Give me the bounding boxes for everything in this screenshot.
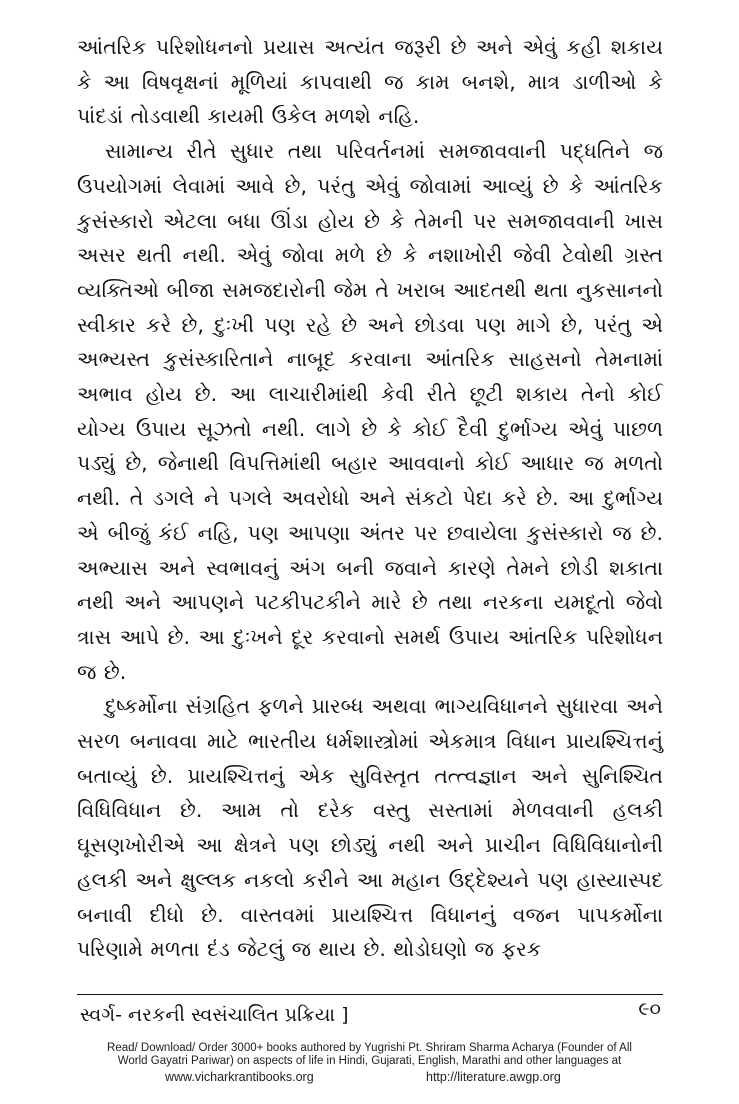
running-title: સ્વર્ગ- નરકની સ્વસંચાલિત પ્રક્રિયા ] xyxy=(80,1004,349,1026)
credit-line-1: Read/ Download/ Order 3000+ books authored by Yugrishi Pt. Shriram Sharma Acharya (Founder of All xyxy=(107,1042,632,1054)
literature-link[interactable]: http://literature.awgp.org xyxy=(426,1070,561,1084)
publisher-credit xyxy=(60,1042,679,1068)
footer-divider xyxy=(77,994,663,995)
credit-line-2: World Gayatri Pariwar) on aspects of life in Hindi, Gujarati, English, Marathi and other languages at xyxy=(117,1055,622,1067)
page-body xyxy=(77,30,663,967)
paragraph-1: આંતરિક પરિશોધનનો પ્રયાસ અત્યંત જરૂરી છે અને એવું કહી શકાય કે આ વિષવૃક્ષનાં મૂળિયાં કાપવાથી જ કામ બનશે, માત્ર ડાળીઓ કે પાંદડાં તોડવાથી કાયમી ઉકેલ મળશે નહિ. xyxy=(77,35,663,129)
page-number: ૯૦ xyxy=(638,998,661,1020)
vicharkranti-link[interactable]: www.vicharkrantibooks.org xyxy=(165,1070,314,1084)
paragraph-2: સામાન્ય રીતે સુધાર તથા પરિવર્તનમાં સમજાવવાની પદ્ધતિને જ ઉપયોગમાં લેવામાં આવે છે, પરંતુ એવું જોવામાં આવ્યું છે કે આંતરિક કુસંસ્કારો એટલા બધા ઊંડા હોય છે કે તેમની પર સમજાવવાની ખાસ અસર થતી નથી. એવું જોવા મળે છે કે નશાખોરી જેવી ટેવોથી ગ્રસ્ત વ્યક્તિઓ બીજા સમજદારોની જેમ તે ખરાબ આદતથી થતા નુકસાનનો સ્વીકાર કરે છે, દુઃખી પણ રહે છે અને છોડવા પણ માગે છે, પરંતુ એ અભ્યસ્ત કુસંસ્કારિતાને નાબૂદ કરવાના આંતરિક સાહસનો તેમનામાં અભાવ હોય છે. આ લાચારીમાંથી કેવી રીતે છૂટી શકાય તેનો કોઈ યોગ્ય ઉપાય સૂઝતો નથી. લાગે છે કે કોઈ દૈવી દુર્ભાગ્ય એવું પાછળ પડ્યું છે, જેનાથી વિપત્તિમાંથી બહાર આવવાનો કોઈ આધાર જ મળતો નથી. તે ડગલે ને પગલે અવરોધો અને સંકટો પેદા કરે છે. આ દુર્ભાગ્ય એ બીજું કંઈ નહિ, પણ આપણા અંતર પર છવાયેલા કુસંસ્કારો જ છે. અભ્યાસ અને સ્વભાવનું અંગ બની જવાને કારણે તેમને છોડી શકાતા નથી અને આપણને પટકીપટકીને મારે છે તથા નરકના યમદૂતો જેવો ત્રાસ આપે છે. આ દુઃખને દૂર કરવાનો સમર્થ ઉપાય આંતરિક પરિશોધન જ છે. xyxy=(77,139,663,684)
paragraph-3: દુષ્કર્મોના સંગ્રહિત ફળને પ્રારબ્ધ અથવા ભાગ્યવિધાનને સુધારવા અને સરળ બનાવવા માટે ભારતીય ધર્મશાસ્ત્રોમાં એકમાત્ર વિધાન પ્રાયશ્ચિત્તનું બતાવ્યું છે. પ્રાયશ્ચિત્તનું એક સુવિસ્તૃત તત્ત્વજ્ઞાન અને સુનિશ્ચિત વિધિવિધાન છે. આમ તો દરેક વસ્તુ સસ્તામાં મેળવવાની હલકી ઘૂસણખોરીએ આ ક્ષેત્રને પણ છોડ્યું નથી અને પ્રાચીન વિધિવિધાનોની હલકી અને ક્ષુલ્લક નકલો કરીને આ મહાન ઉદ્દેશ્યને પણ હાસ્યાસ્પદ બનાવી દીધો છે. વાસ્તવમાં પ્રાયશ્ચિત્ત વિધાનનું વજન પાપકર્મોના પરિણામે મળતા દંડ જેટલું જ થાય છે. થોડોઘણો જ ફરક xyxy=(77,694,663,962)
